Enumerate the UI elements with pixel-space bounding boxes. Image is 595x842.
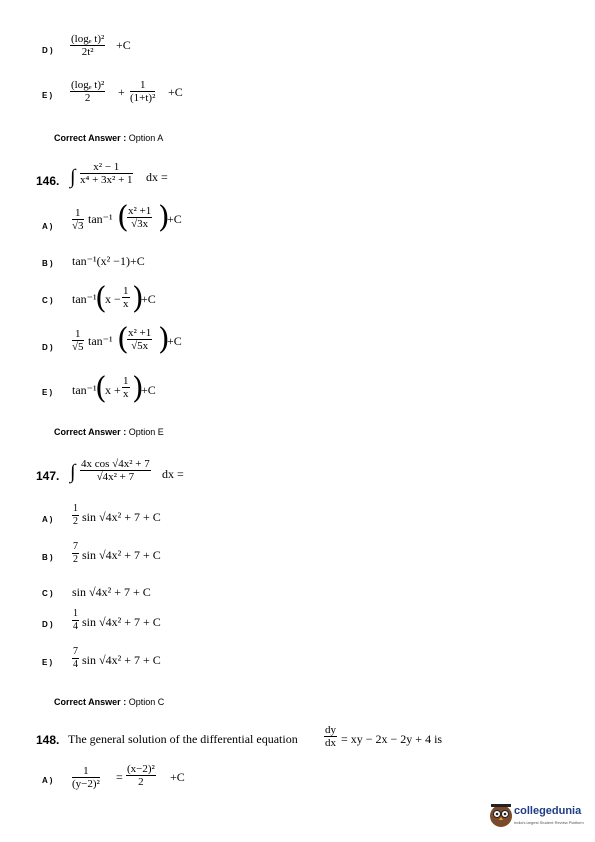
question-number: 147.: [36, 469, 60, 483]
q148-stem-tail: = xy − 2x − 2y + 4 is: [341, 732, 443, 746]
right-paren: ): [158, 322, 170, 357]
question-number: 146.: [36, 174, 60, 188]
option-label: E ): [42, 91, 53, 100]
option-label: E ): [42, 388, 53, 397]
option-label: C ): [42, 589, 53, 598]
coef-fraction: $\frac{1}{4}$: [73, 608, 78, 632]
coef-fraction: $\frac{1}{√5}$: [72, 328, 84, 353]
option-label: A ): [42, 776, 53, 785]
option-label: A ): [42, 515, 53, 524]
option-c-expression: sin √4x² + 7 + C: [72, 585, 151, 599]
question-number: 148.: [36, 733, 60, 747]
left-paren: (: [117, 200, 129, 235]
option-d-fraction: $\frac{\text{x² +1}}{√5x}$: [128, 327, 152, 352]
option-label: A ): [42, 222, 53, 231]
option-tail: +C: [170, 770, 185, 784]
coef-fraction: $\frac{1}{√3}$: [72, 207, 84, 232]
dy-dx-fraction: $\frac{dy}{dx}$: [325, 724, 336, 749]
collegedunia-logo: [488, 800, 588, 832]
inner-term: x +: [105, 383, 121, 397]
right-paren: ): [132, 371, 144, 406]
option-d-fraction: $\frac{\text{(logₑ t)²}}{\text{2t²}}$: [71, 33, 105, 58]
option-e-expression: sin √4x² + 7 + C: [82, 653, 161, 667]
right-paren: ): [132, 281, 144, 316]
option-e-fraction-2: $\frac{1}{\text{(1+t)²}}$: [130, 79, 156, 104]
option-label: D ): [42, 343, 53, 352]
arctan-text: tan⁻¹: [88, 334, 113, 348]
option-e-fraction-1: $\frac{\text{(logₑ t)²}}{2}$: [71, 79, 105, 104]
option-tail: +C: [141, 292, 156, 306]
option-d-expression: sin √4x² + 7 + C: [82, 615, 161, 629]
option-a-expression: sin √4x² + 7 + C: [82, 510, 161, 524]
arctan-text: tan⁻¹: [72, 383, 97, 397]
coef-fraction: $\frac{1}{2}$: [73, 503, 78, 527]
left-paren: (: [95, 371, 107, 406]
option-label: C ): [42, 296, 53, 305]
option-label: B ): [42, 553, 53, 562]
logo-wordmark: collegedunia: [514, 805, 582, 817]
option-d-tail: +C: [116, 38, 131, 52]
right-paren: ): [158, 200, 170, 235]
left-paren: (: [117, 322, 129, 357]
option-e-tail: +C: [168, 85, 183, 99]
option-a-fraction-2: $\frac{\text{(x−2)²}}{2}$: [127, 763, 155, 788]
option-b-expression: sin √4x² + 7 + C: [82, 548, 161, 562]
q147-stem-fraction: $\frac{\text{4x cos √4x² + 7}}{\text{√4x² + 7}}$: [81, 458, 150, 483]
q147-stem-tail: dx =: [162, 467, 184, 481]
option-label: B ): [42, 259, 53, 268]
q148-stem-text: The general solution of the differential equation: [68, 732, 298, 746]
correct-answer: Correct Answer : Option C: [54, 697, 165, 707]
arctan-text: tan⁻¹: [72, 292, 97, 306]
option-label: E ): [42, 658, 53, 667]
inner-term: x −: [105, 292, 121, 306]
left-paren: (: [95, 281, 107, 316]
coef-fraction: $\frac{7}{2}$: [73, 541, 78, 565]
option-tail: +C: [167, 212, 182, 226]
option-a-fraction-1: $\frac{1}{\text{(y−2)²}}$: [72, 765, 100, 790]
q146-stem-tail: dx =: [146, 170, 168, 184]
coef-fraction: $\frac{7}{4}$: [73, 646, 78, 670]
option-tail: +C: [167, 334, 182, 348]
option-c-fraction: $\frac{1}{x}$: [123, 285, 129, 310]
option-e-fraction: $\frac{1}{x}$: [123, 375, 129, 400]
q146-stem-fraction: $\frac{\text{x² − 1}}{\text{x⁴ + 3x² + 1}}$: [80, 161, 133, 186]
integral-sign: ∫: [70, 461, 76, 483]
option-label: D ): [42, 620, 53, 629]
logo-tagline: India's largest Student Review Platform: [514, 820, 584, 825]
correct-answer: Correct Answer : Option E: [54, 427, 164, 437]
correct-answer: Correct Answer : Option A: [54, 133, 164, 143]
option-label: D ): [42, 46, 53, 55]
option-b-expression: tan⁻¹(x² −1)+C: [72, 254, 145, 268]
option-a-fraction: $\frac{\text{x² +1}}{√3x}$: [128, 205, 152, 230]
option-tail: +C: [141, 383, 156, 397]
integral-sign: ∫: [70, 166, 76, 188]
plus-sign: +: [118, 85, 125, 99]
equals-sign: =: [116, 770, 123, 784]
arctan-text: tan⁻¹: [88, 212, 113, 226]
